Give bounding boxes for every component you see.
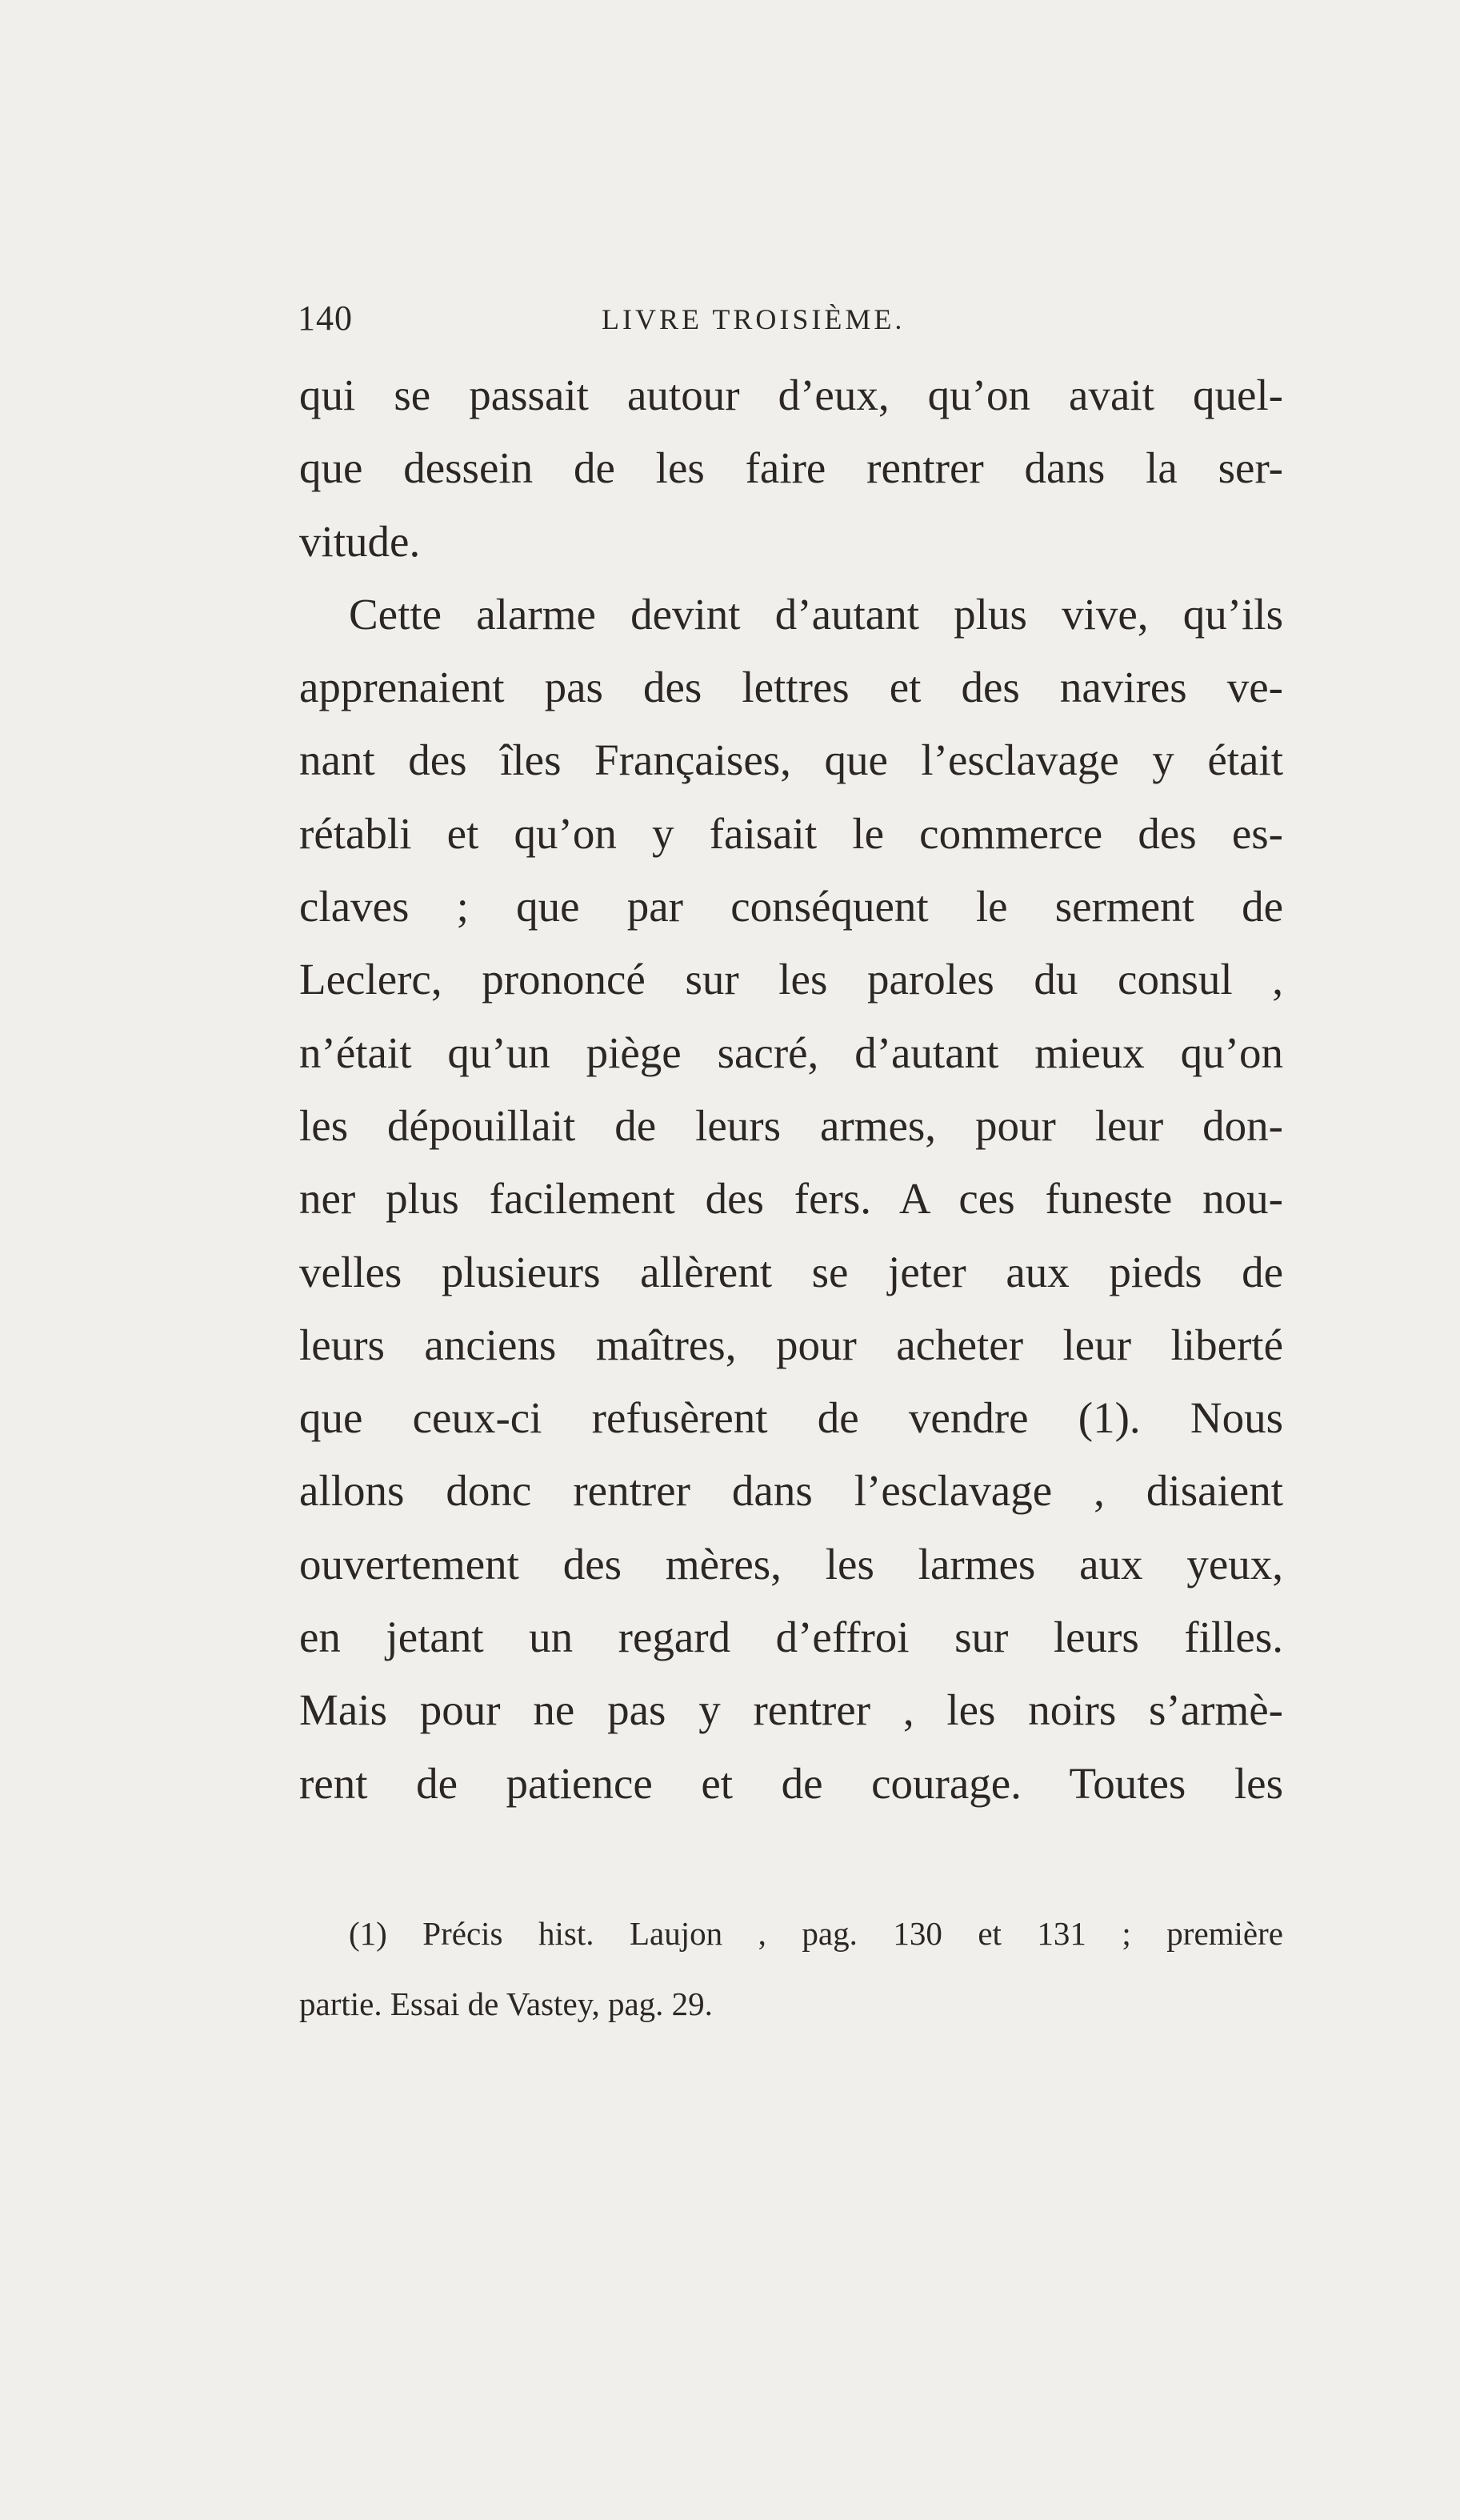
page-number: 140 <box>298 298 353 338</box>
text-line: vitude. <box>299 516 421 566</box>
text-line: ouvertement des mères, les larmes aux yeux, <box>299 1539 1283 1589</box>
text-line: claves ; que par conséquent le serment de <box>299 882 1283 931</box>
text-line: que ceux-ci refusèrent de vendre (1). Nous <box>299 1393 1283 1443</box>
text-line: velles plusieurs allèrent se jeter aux pieds de <box>299 1247 1283 1296</box>
text-line: apprenaient pas des lettres et des navires ve- <box>299 663 1283 712</box>
text-line: leurs anciens maîtres, pour acheter leur liberté <box>299 1320 1283 1369</box>
running-head <box>298 298 1274 354</box>
text-line: rétabli et qu’on y faisait le commerce des es- <box>299 808 1283 858</box>
text-line: n’était qu’un piège sacré, d’autant mieux qu’on <box>299 1028 1283 1077</box>
text-line: les dépouillait de leurs armes, pour leur don- <box>299 1100 1283 1150</box>
text-line: allons donc rentrer dans l’esclavage , disaient <box>299 1466 1283 1516</box>
footnote-line: (1) Précis hist. Laujon , pag. 130 et 131 ; première <box>349 1915 1283 1952</box>
text-line: en jetant un regard d’effroi sur leurs filles. <box>299 1613 1283 1662</box>
text-line: rent de patience et de courage. Toutes les <box>299 1758 1283 1808</box>
text-line: que dessein de les faire rentrer dans la ser- <box>299 443 1283 493</box>
text-line: Cette alarme devint d’autant plus vive, qu’ils <box>349 589 1283 639</box>
text-line: qui se passait autour d’eux, qu’on avait quel- <box>299 371 1283 419</box>
text-line: Mais pour ne pas y rentrer , les noirs s’armè- <box>299 1685 1283 1735</box>
footnote <box>299 1898 1283 2039</box>
text-line: nant des îles Françaises, que l’esclavage y était <box>299 735 1283 785</box>
text-line: ner plus facilement des fers. A ces funeste nou- <box>299 1174 1283 1224</box>
text-line: Leclerc, prononcé sur les paroles du consul , <box>299 955 1283 1004</box>
running-title: LIVRE TROISIÈME. <box>602 303 906 335</box>
body-text <box>299 359 1283 1820</box>
footnote-line: partie. Essai de Vastey, pag. 29. <box>299 1985 713 2022</box>
